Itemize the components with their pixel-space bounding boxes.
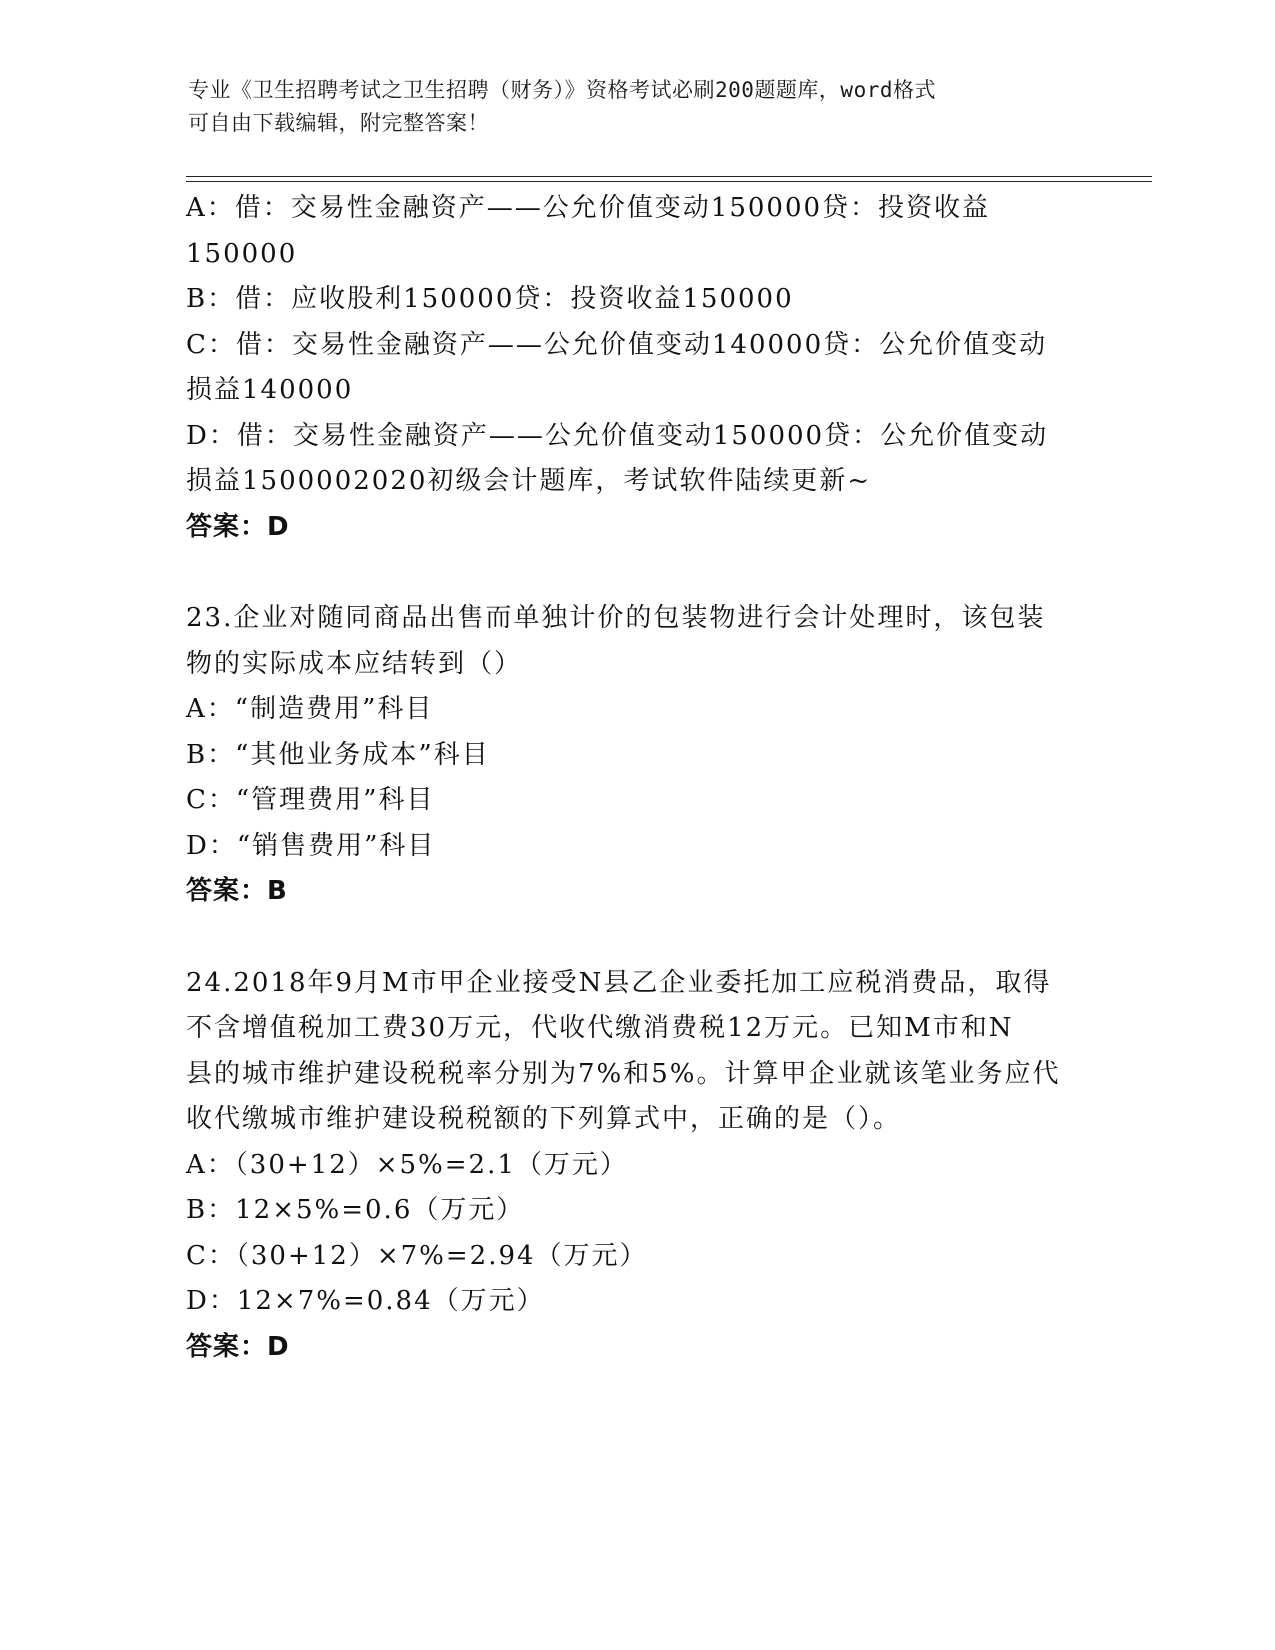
question-stem-continued: 收代缴城市维护建设税税额的下列算式中，正确的是（）。 (186, 1104, 902, 1134)
option-a: A：（30+12）×5%=2.1（万元） (186, 1149, 628, 1180)
question-stem: 24.2018年9月M市甲企业接受N县乙企业委托加工应税消费品，取得 (186, 967, 1052, 998)
option-a: A：“制造费用”科目 (186, 694, 434, 724)
option-b: B：12×5%=0.6（万元） (186, 1195, 525, 1225)
answer-24: 答案：D (186, 1331, 290, 1362)
header-divider (186, 176, 1152, 182)
question-24 (186, 961, 1086, 1371)
option-b: B：借：应收股利150000贷：投资收益150000 (186, 284, 794, 314)
option-d: D：12×7%=0.84（万元） (186, 1286, 545, 1316)
question-23 (186, 596, 1086, 915)
option-d: D：借：交易性金融资产——公允价值变动150000贷：公允价值变动 (186, 420, 1049, 451)
option-c: C：“管理费用”科目 (186, 785, 435, 815)
question-22-options (186, 186, 1086, 550)
option-c: C：（30+12）×7%=2.94（万元） (186, 1240, 648, 1271)
option-a: A：借：交易性金融资产——公允价值变动150000贷：投资收益 (186, 193, 991, 223)
option-a-continued: 150000 (186, 238, 298, 269)
option-c: C：借：交易性金融资产——公允价值变动140000贷：公允价值变动 (186, 329, 1048, 360)
question-stem-continued: 不含增值税加工费30万元，代收代缴消费税12万元。已知M市和N (186, 1013, 1014, 1043)
option-b: B：“其他业务成本”科目 (186, 739, 490, 770)
question-stem-continued: 县的城市维护建设税税率分别为7%和5%。计算甲企业就该笔业务应代 (186, 1058, 1061, 1089)
spacer (186, 550, 1086, 596)
option-c-continued: 损益140000 (186, 375, 354, 405)
option-d: D：“销售费用”科目 (186, 830, 436, 861)
document-header (188, 74, 1068, 140)
option-d-continued: 损益1500002020初级会计题库，考试软件陆续更新~ (186, 466, 872, 496)
header-line-1: 专业《卫生招聘考试之卫生招聘（财务）》资格考试必刷200题题库，word格式 (188, 78, 936, 102)
document-body (186, 186, 1086, 1370)
question-stem: 23.企业对随同商品出售而单独计价的包装物进行会计处理时，该包装 (186, 603, 1046, 633)
answer-22: 答案：D (186, 511, 290, 542)
question-stem-continued: 物的实际成本应结转到（） (186, 648, 523, 679)
spacer (186, 915, 1086, 961)
header-line-2: 可自由下载编辑，附完整答案！ (188, 111, 489, 135)
answer-23: 答案：B (186, 876, 288, 906)
